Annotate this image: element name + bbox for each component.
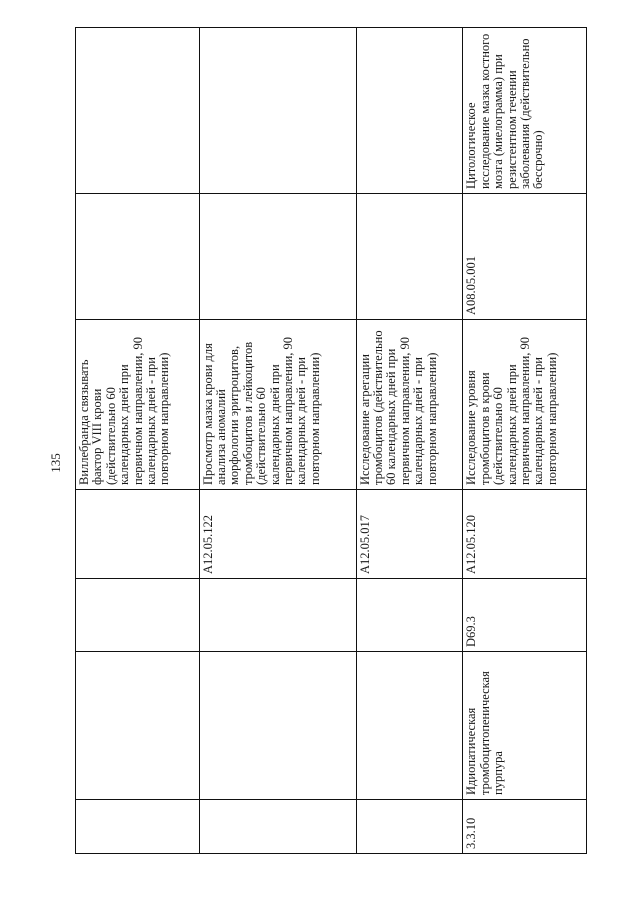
alt-service-description-cell: Цитологическое исследование мазка костного мозга (миелограмма) при резистентном течении заболевания (действительно бессрочно) xyxy=(463,28,587,194)
disease-name-cell xyxy=(199,652,356,800)
alt-service-description-cell xyxy=(76,28,200,194)
disease-name-cell xyxy=(76,652,200,800)
row-code-cell xyxy=(76,800,200,854)
alt-service-description-cell xyxy=(199,28,356,194)
table-row xyxy=(76,28,200,854)
service-description-cell: Исследование агрегации тромбоцитов (действительно 60 календарных дней при первичном направлении, 90 календарных дней - при повторном направлении) xyxy=(356,320,463,490)
alt-service-code-cell xyxy=(356,194,463,320)
disease-name-cell: Идиопатическая тромбоцитопеническая пурпура xyxy=(463,652,587,800)
alt-service-code-cell: A08.05.001 xyxy=(463,194,587,320)
service-description-cell: Исследование уровня тромбоцитов в крови (действительно 60 календарных дней при первичном направлении, 90 календарных дней - при повторном направлении) xyxy=(463,320,587,490)
icd-code-cell: D69.3 xyxy=(463,579,587,652)
service-code-cell: A12.05.017 xyxy=(356,490,463,579)
services-table xyxy=(75,27,587,854)
table-row xyxy=(463,28,587,854)
alt-service-description-cell xyxy=(356,28,463,194)
row-code-cell: 3.3.10 xyxy=(463,800,587,854)
row-code-cell xyxy=(199,800,356,854)
alt-service-code-cell xyxy=(199,194,356,320)
icd-code-cell xyxy=(76,579,200,652)
page-number: 135 xyxy=(48,453,63,473)
service-code-cell: A12.05.122 xyxy=(199,490,356,579)
table-row xyxy=(356,28,463,854)
service-code-cell xyxy=(76,490,200,579)
rotated-table-container xyxy=(75,28,587,854)
disease-name-cell xyxy=(356,652,463,800)
service-code-cell: A12.05.120 xyxy=(463,490,587,579)
row-code-cell xyxy=(356,800,463,854)
service-description-cell: Виллебранда связывать фактор VIII крови (действительно 60 календарных дней при первичном направлении, 90 календарных дней - при повторном направлении) xyxy=(76,320,200,490)
service-description-cell: Просмотр мазка крови для анализа аномалий морфологии эритроцитов, тромбоцитов и лейкоцитов (действительно 60 календарных дней при первичном направлении, 90 календарных дней - при повторном направлении) xyxy=(199,320,356,490)
icd-code-cell xyxy=(199,579,356,652)
table-row xyxy=(199,28,356,854)
alt-service-code-cell xyxy=(76,194,200,320)
icd-code-cell xyxy=(356,579,463,652)
